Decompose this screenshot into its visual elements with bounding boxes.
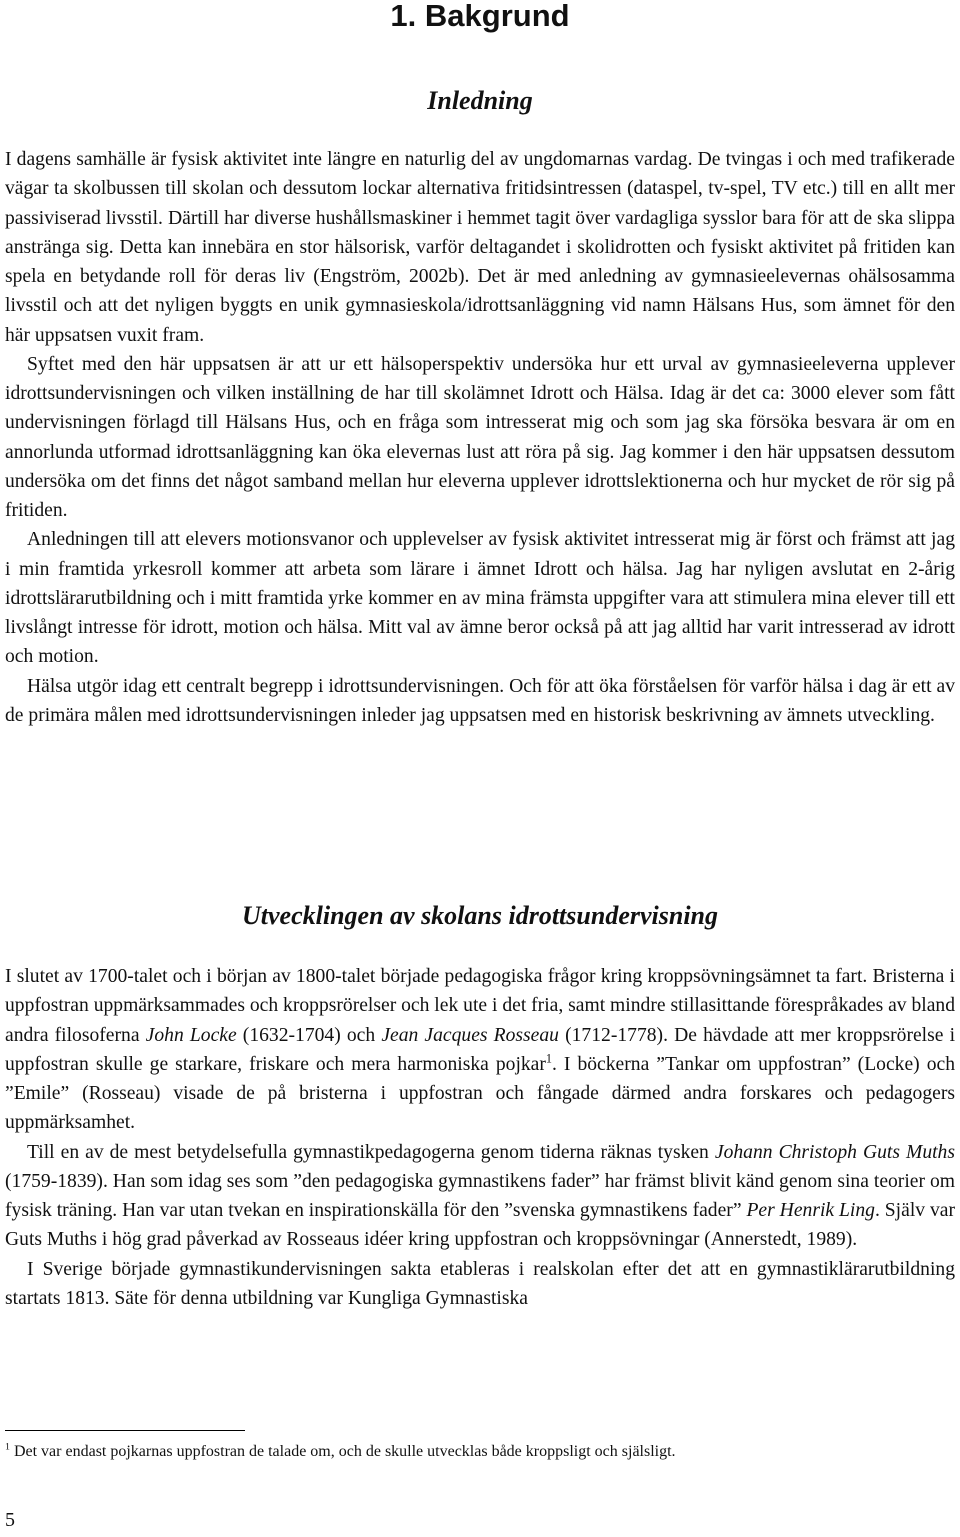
paragraph: I dagens samhälle är fysisk aktivitet inte längre en naturlig del av ungdomarnas vardag. De tvingas i och med trafikerade vägar ta skolbussen till skolan och dessutom lockar alternativa fritidsintressen (dataspel, tv-spel, TV etc.) till en allt mer passiviserad livsstil. Därtill har diverse hushållsmaskiner i hemmet tagit över vardagliga sysslor bara för att de ska slippa anstränga sig. Detta kan innebära en stor hälsorisk, varför deltagandet i skolidrotten och fysiskt aktivitet på fritiden kan spela en betydande roll för deras liv (Engström, 2002b). Det är med anledning av gymnasieelevernas ohälsosamma livsstil och att det nyligen byggts en unik gymnasieskola/idrottsanläggning vid namn Hälsans Hus, som ämnet för den här uppsatsen vuxit fram. [5,149,955,346]
person-name: Johann Christoph Guts Muths [714,1141,955,1163]
footnote-divider [5,1430,245,1431]
paragraph: Anledningen till att elevers motionsvanor och upplevelser av fysisk aktivitet intresserat mig är först och främst att jag i min framtida yrkesroll kommer att arbeta som lärare i ämnet Idrott och hälsa. Jag har nyligen avslutat en 2-årig idrottslärarutbildning och i mitt framtida yrke kommer en av mina främsta uppgifter vara att stimulera mina elever till ett livslångt intresse för idrott, motion och hälsa. Mitt val av ämne beror också på att jag alltid har varit intresserad av idrott och motion. [5,529,955,668]
section-heading-inledning: Inledning [427,86,533,115]
text-run: (1712-1778). De hävdade att mer kroppsrörelse i uppfostran skulle ge starkare, friskare och mera harmoniska pojkar [5,1024,956,1075]
section-utvecklingen-body [5,962,955,1313]
person-name: Per Henrik Ling [746,1200,875,1221]
text-run: Till en av de mest betydelsefulla gymnastikpedagogerna genom tiderna räknas tysken [27,1141,715,1163]
text-run: I slutet av 1700-talet och i början av 1800-talet började pedagogiska frågor kring kroppsövningsämnet ta fart. Bristerna i uppfostran uppmärksammades och kroppsrörelser och lek ute i det fria, samt mindre stillasittande förespråkades av bland andra filosoferna [5,966,956,1046]
paragraph: Hälsa utgör idag ett centralt begrepp i idrottsundervisningen. Och för att öka förståelsen för varför hälsa i dag är ett av de primära målen med idrottsundervisningen inleder jag uppsatsen med en historisk beskrivning av ämnets utveckling. [5,675,955,726]
footnote-text: Det var endast pojkarnas uppfostran de talade om, och de skulle utvecklas både kroppsligt och själsligt. [9,1443,676,1460]
person-name: Jean Jacques Rosseau [381,1024,559,1046]
section-inledning-body [5,145,955,730]
paragraph: I Sverige började gymnastikundervisningen sakta etableras i realskolan efter det att en gymnastiklärarutbildning startats 1813. Säte för denna utbildning var Kungliga Gymnastiska [5,1258,955,1309]
footnote-marker: 1 [5,1441,10,1453]
footnote [5,1440,955,1464]
person-name: John Locke [145,1024,237,1046]
text-run: . Själv var Guts Muths i hög grad påverkad av Rosseaus idéer kring uppfostran och kroppsövningar (Annerstedt, 1989). [5,1200,956,1251]
page-number: 5 [5,1509,15,1531]
paragraph: Syftet med den här uppsatsen är att ur ett hälsoperspektiv undersöka hur ett urval av gymnasieeleverna upplever idrottsundervisningen och vilken inställning de har till skolämnet Idrott och Hälsa. Idag är det ca: 3000 elever som fått undervisningen förlagd till Hälsans Hus, och en fråga som intresserat mig och som jag ska försöka besvara är om en annorlunda utformad idrottsanläggning kan öka elevernas lust att röra på sig. Jag kommer i den här uppsatsen dessutom undersöka om det finns det något samband mellan hur eleverna upplever idrottslektionerna och hur mycket de rör sig på fritiden. [5,353,955,521]
chapter-title: 1. Bakgrund [390,0,570,33]
section-heading-utvecklingen: Utvecklingen av skolans idrottsundervisning [242,901,718,930]
text-run: (1759-1839). Han som idag ses som ”den pedagogiska gymnastikens fader” har främst blivit känd genom sina teorier om fysisk träning. Han var utan tvekan en inspirationskälla för den ”svenska gymnastikens fader” [5,1170,955,1221]
paragraph [5,962,955,1138]
footnote-reference[interactable]: 1 [545,1051,552,1066]
paragraph [5,1138,955,1255]
text-run: . I böckerna ”Tankar om uppfostran” (Locke) och ”Emile” (Rosseau) visade de på bristerna i uppfostran och fångade därmed andra forskares och pedagogers uppmärksamhet. [5,1053,955,1134]
text-run: (1632-1704) och [236,1024,382,1046]
